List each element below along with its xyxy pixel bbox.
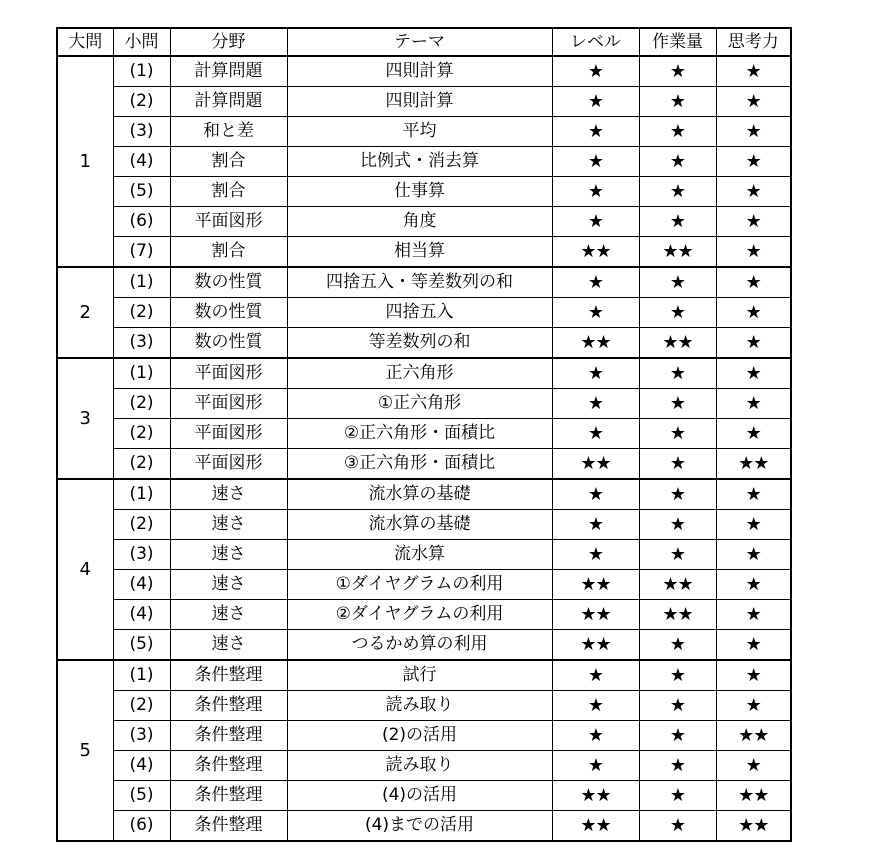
theme-cell: つるかめ算の利用: [287, 630, 552, 661]
table-row: [57, 298, 791, 328]
shomon-cell: (2): [113, 510, 170, 540]
header-theme: テーマ: [287, 28, 552, 56]
workload-rating: ★: [639, 630, 716, 661]
daimon-cell: 2: [57, 267, 113, 358]
thinking-rating: ★: [716, 207, 791, 237]
table-row: [57, 721, 791, 751]
thinking-rating: ★★: [716, 721, 791, 751]
table-body: [57, 56, 791, 841]
shomon-cell: (4): [113, 751, 170, 781]
table-row: [57, 177, 791, 207]
level-rating: ★: [552, 691, 639, 721]
shomon-cell: (1): [113, 358, 170, 389]
table-row: [57, 237, 791, 268]
field-cell: 和と差: [170, 117, 287, 147]
theme-cell: (4)までの活用: [287, 811, 552, 842]
level-rating: ★: [552, 56, 639, 87]
workload-rating: ★: [639, 721, 716, 751]
thinking-rating: ★: [716, 177, 791, 207]
workload-rating: ★: [639, 540, 716, 570]
level-rating: ★: [552, 419, 639, 449]
workload-rating: ★: [639, 389, 716, 419]
shomon-cell: (1): [113, 660, 170, 691]
theme-cell: 四捨五入: [287, 298, 552, 328]
header-level: レベル: [552, 28, 639, 56]
field-cell: 速さ: [170, 479, 287, 510]
table-row: [57, 56, 791, 87]
level-rating: ★: [552, 479, 639, 510]
daimon-cell: 3: [57, 358, 113, 479]
shomon-cell: (2): [113, 449, 170, 480]
thinking-rating: ★: [716, 358, 791, 389]
theme-cell: 流水算の基礎: [287, 510, 552, 540]
thinking-rating: ★: [716, 510, 791, 540]
field-cell: 条件整理: [170, 751, 287, 781]
field-cell: 速さ: [170, 540, 287, 570]
table-row: [57, 751, 791, 781]
workload-rating: ★★: [639, 600, 716, 630]
shomon-cell: (1): [113, 267, 170, 298]
level-rating: ★: [552, 117, 639, 147]
shomon-cell: (1): [113, 56, 170, 87]
theme-cell: (4)の活用: [287, 781, 552, 811]
daimon-cell: 4: [57, 479, 113, 660]
header-field: 分野: [170, 28, 287, 56]
field-cell: 計算問題: [170, 56, 287, 87]
exam-analysis-table: [56, 27, 792, 842]
level-rating: ★★: [552, 600, 639, 630]
workload-rating: ★: [639, 177, 716, 207]
table-row: [57, 87, 791, 117]
workload-rating: ★: [639, 691, 716, 721]
workload-rating: ★: [639, 419, 716, 449]
table-row: [57, 147, 791, 177]
level-rating: ★: [552, 510, 639, 540]
field-cell: 割合: [170, 147, 287, 177]
workload-rating: ★: [639, 267, 716, 298]
theme-cell: 四則計算: [287, 56, 552, 87]
shomon-cell: (5): [113, 781, 170, 811]
level-rating: ★: [552, 721, 639, 751]
workload-rating: ★: [639, 510, 716, 540]
thinking-rating: ★: [716, 147, 791, 177]
theme-cell: 角度: [287, 207, 552, 237]
field-cell: 条件整理: [170, 691, 287, 721]
field-cell: 数の性質: [170, 267, 287, 298]
workload-rating: ★: [639, 449, 716, 480]
workload-rating: ★: [639, 207, 716, 237]
thinking-rating: ★★: [716, 811, 791, 842]
table-row: [57, 389, 791, 419]
thinking-rating: ★: [716, 328, 791, 359]
table-row: [57, 781, 791, 811]
level-rating: ★★: [552, 781, 639, 811]
level-rating: ★★: [552, 328, 639, 359]
thinking-rating: ★: [716, 267, 791, 298]
theme-cell: (2)の活用: [287, 721, 552, 751]
field-cell: 平面図形: [170, 207, 287, 237]
thinking-rating: ★: [716, 298, 791, 328]
thinking-rating: ★: [716, 570, 791, 600]
level-rating: ★★: [552, 811, 639, 842]
field-cell: 計算問題: [170, 87, 287, 117]
theme-cell: 四捨五入・等差数列の和: [287, 267, 552, 298]
level-rating: ★: [552, 177, 639, 207]
shomon-cell: (4): [113, 570, 170, 600]
level-rating: ★: [552, 389, 639, 419]
shomon-cell: (3): [113, 328, 170, 359]
table-row: [57, 630, 791, 661]
shomon-cell: (2): [113, 691, 170, 721]
theme-cell: 平均: [287, 117, 552, 147]
field-cell: 割合: [170, 177, 287, 207]
table-row: [57, 479, 791, 510]
field-cell: 条件整理: [170, 811, 287, 842]
theme-cell: ②ダイヤグラムの利用: [287, 600, 552, 630]
shomon-cell: (2): [113, 389, 170, 419]
workload-rating: ★★: [639, 570, 716, 600]
table-row: [57, 117, 791, 147]
shomon-cell: (4): [113, 147, 170, 177]
level-rating: ★★: [552, 449, 639, 480]
level-rating: ★: [552, 358, 639, 389]
daimon-cell: 5: [57, 660, 113, 841]
field-cell: 平面図形: [170, 449, 287, 480]
shomon-cell: (7): [113, 237, 170, 268]
workload-rating: ★: [639, 147, 716, 177]
theme-cell: ②正六角形・面積比: [287, 419, 552, 449]
workload-rating: ★: [639, 117, 716, 147]
shomon-cell: (2): [113, 298, 170, 328]
workload-rating: ★: [639, 358, 716, 389]
table-row: [57, 510, 791, 540]
thinking-rating: ★: [716, 87, 791, 117]
daimon-cell: 1: [57, 56, 113, 267]
theme-cell: 相当算: [287, 237, 552, 268]
level-rating: ★: [552, 751, 639, 781]
shomon-cell: (3): [113, 117, 170, 147]
table-row: [57, 811, 791, 842]
shomon-cell: (5): [113, 177, 170, 207]
thinking-rating: ★: [716, 117, 791, 147]
theme-cell: 等差数列の和: [287, 328, 552, 359]
workload-rating: ★: [639, 660, 716, 691]
workload-rating: ★: [639, 781, 716, 811]
shomon-cell: (4): [113, 600, 170, 630]
table-row: [57, 660, 791, 691]
theme-cell: 読み取り: [287, 691, 552, 721]
level-rating: ★★: [552, 630, 639, 661]
workload-rating: ★: [639, 56, 716, 87]
level-rating: ★: [552, 207, 639, 237]
header-row: [57, 28, 791, 56]
field-cell: 条件整理: [170, 660, 287, 691]
thinking-rating: ★: [716, 479, 791, 510]
field-cell: 割合: [170, 237, 287, 268]
shomon-cell: (2): [113, 419, 170, 449]
thinking-rating: ★★: [716, 781, 791, 811]
theme-cell: ①ダイヤグラムの利用: [287, 570, 552, 600]
workload-rating: ★: [639, 751, 716, 781]
thinking-rating: ★: [716, 630, 791, 661]
shomon-cell: (6): [113, 811, 170, 842]
shomon-cell: (6): [113, 207, 170, 237]
thinking-rating: ★: [716, 691, 791, 721]
theme-cell: 流水算: [287, 540, 552, 570]
table-row: [57, 358, 791, 389]
table-row: [57, 267, 791, 298]
workload-rating: ★★: [639, 237, 716, 268]
thinking-rating: ★★: [716, 449, 791, 480]
thinking-rating: ★: [716, 419, 791, 449]
field-cell: 数の性質: [170, 298, 287, 328]
thinking-rating: ★: [716, 389, 791, 419]
level-rating: ★★: [552, 570, 639, 600]
field-cell: 平面図形: [170, 419, 287, 449]
header-workload: 作業量: [639, 28, 716, 56]
field-cell: 速さ: [170, 510, 287, 540]
theme-cell: 読み取り: [287, 751, 552, 781]
header-thinking: 思考力: [716, 28, 791, 56]
thinking-rating: ★: [716, 600, 791, 630]
field-cell: 条件整理: [170, 781, 287, 811]
shomon-cell: (3): [113, 721, 170, 751]
table-row: [57, 419, 791, 449]
table-row: [57, 449, 791, 480]
theme-cell: 四則計算: [287, 87, 552, 117]
level-rating: ★: [552, 298, 639, 328]
shomon-cell: (1): [113, 479, 170, 510]
theme-cell: 仕事算: [287, 177, 552, 207]
thinking-rating: ★: [716, 540, 791, 570]
header-shomon: 小問: [113, 28, 170, 56]
level-rating: ★: [552, 267, 639, 298]
table-row: [57, 570, 791, 600]
table-row: [57, 540, 791, 570]
theme-cell: 流水算の基礎: [287, 479, 552, 510]
table-row: [57, 328, 791, 359]
shomon-cell: (5): [113, 630, 170, 661]
workload-rating: ★: [639, 87, 716, 117]
field-cell: 条件整理: [170, 721, 287, 751]
theme-cell: 正六角形: [287, 358, 552, 389]
theme-cell: 比例式・消去算: [287, 147, 552, 177]
level-rating: ★: [552, 87, 639, 117]
thinking-rating: ★: [716, 660, 791, 691]
table-row: [57, 691, 791, 721]
table-row: [57, 207, 791, 237]
level-rating: ★: [552, 660, 639, 691]
shomon-cell: (3): [113, 540, 170, 570]
thinking-rating: ★: [716, 56, 791, 87]
field-cell: 速さ: [170, 570, 287, 600]
level-rating: ★★: [552, 237, 639, 268]
table-row: [57, 600, 791, 630]
level-rating: ★: [552, 540, 639, 570]
shomon-cell: (2): [113, 87, 170, 117]
field-cell: 平面図形: [170, 358, 287, 389]
field-cell: 数の性質: [170, 328, 287, 359]
thinking-rating: ★: [716, 237, 791, 268]
field-cell: 速さ: [170, 600, 287, 630]
workload-rating: ★: [639, 479, 716, 510]
level-rating: ★: [552, 147, 639, 177]
workload-rating: ★: [639, 298, 716, 328]
field-cell: 速さ: [170, 630, 287, 661]
theme-cell: ③正六角形・面積比: [287, 449, 552, 480]
field-cell: 平面図形: [170, 389, 287, 419]
exam-analysis-table-container: [56, 27, 792, 842]
theme-cell: ①正六角形: [287, 389, 552, 419]
workload-rating: ★: [639, 811, 716, 842]
thinking-rating: ★: [716, 751, 791, 781]
workload-rating: ★★: [639, 328, 716, 359]
header-daimon: 大問: [57, 28, 113, 56]
theme-cell: 試行: [287, 660, 552, 691]
